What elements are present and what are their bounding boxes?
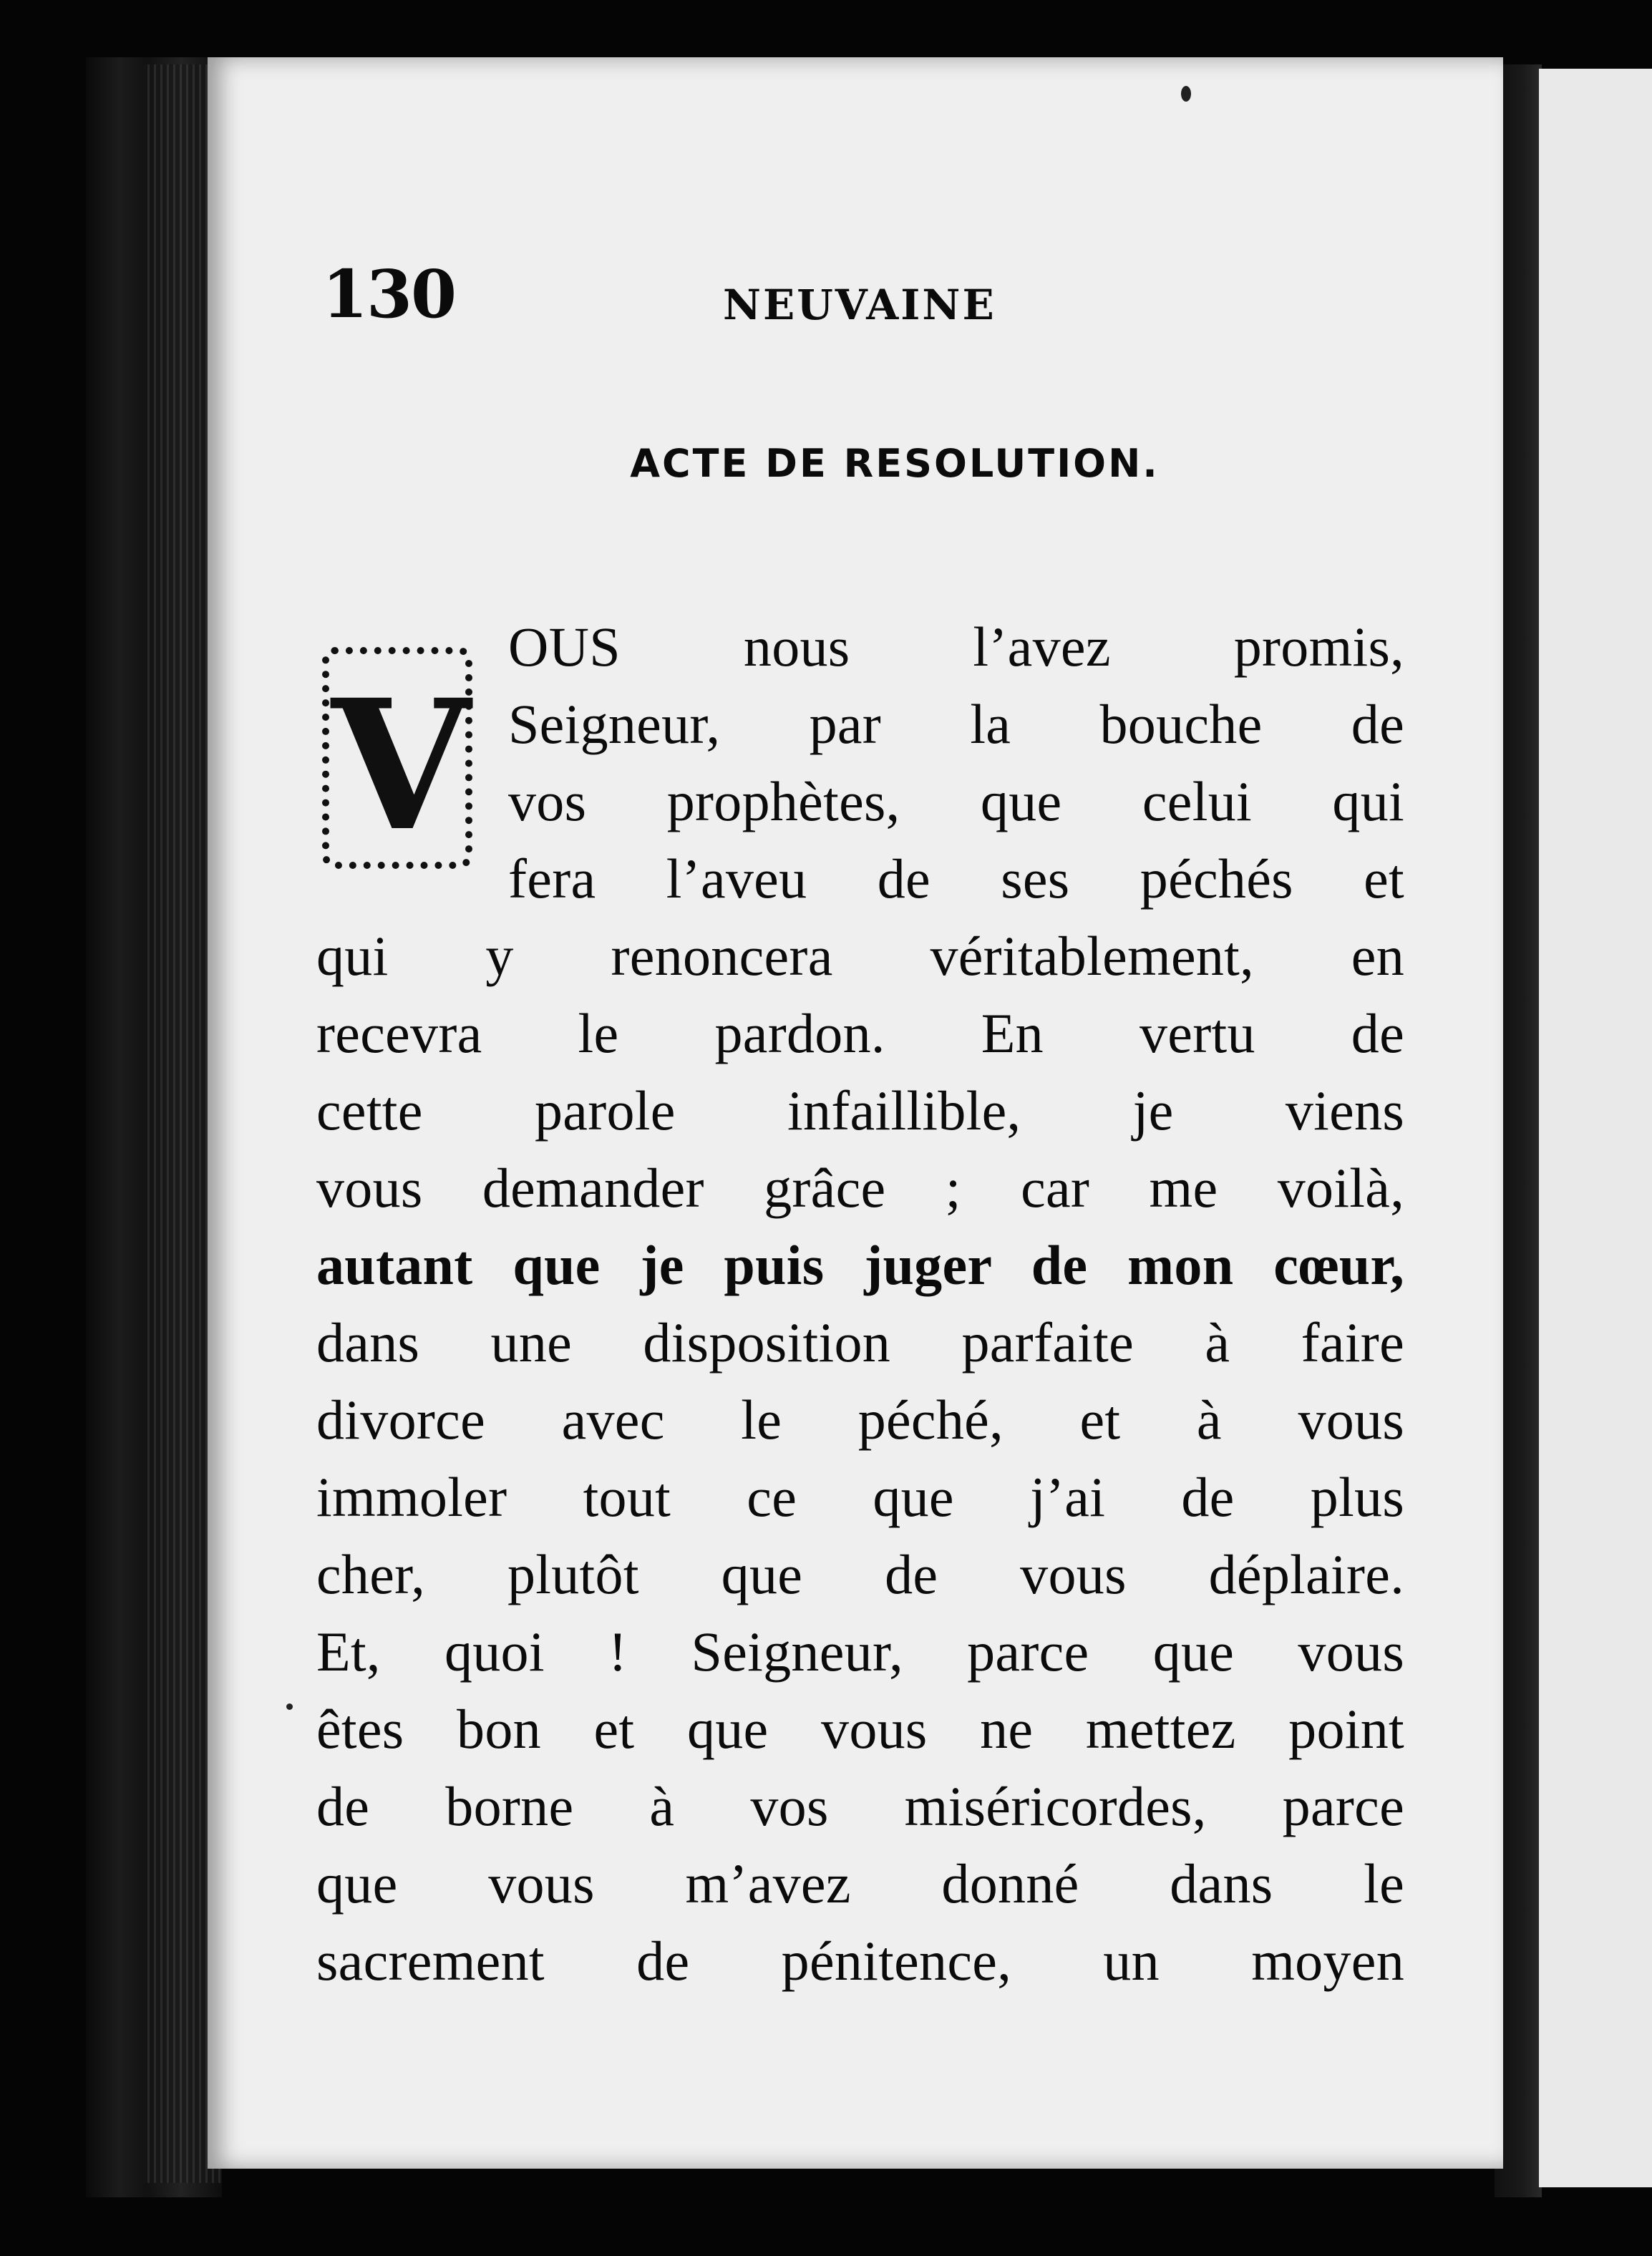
text-line: de borne à vos miséricordes, parce xyxy=(316,1775,1404,1837)
text-line: vos prophètes, que celui qui xyxy=(508,770,1404,832)
running-head xyxy=(208,198,1503,333)
text-line: qui y renoncera véritablement, en xyxy=(316,925,1404,987)
text-line: vous demander grâce ; car me voilà, xyxy=(316,1157,1404,1219)
drop-cap-lines xyxy=(508,608,1404,918)
adjacent-page-strip xyxy=(1539,69,1652,2187)
text-line: que vous m’avez donné dans le xyxy=(316,1852,1404,1915)
text-line: fera l’aveu de ses péchés et xyxy=(508,847,1404,910)
paragraph-lines xyxy=(316,918,1404,2000)
text-line: autant que je puis juger de mon cœur, xyxy=(316,1234,1404,1296)
ink-speck xyxy=(1181,86,1191,102)
text-line: dans une disposition parfaite à faire xyxy=(316,1311,1404,1373)
text-line: sacrement de pénitence, un moyen xyxy=(316,1930,1404,1992)
text-line: cette parole infaillible, je viens xyxy=(316,1079,1404,1142)
book-page xyxy=(208,57,1503,2169)
ink-speck xyxy=(286,1703,293,1710)
text-line: recevra le pardon. En vertu de xyxy=(316,1002,1404,1064)
text-line: Et, quoi ! Seigneur, parce que vous xyxy=(316,1620,1404,1683)
text-line: Seigneur, par la bouche de xyxy=(508,693,1404,755)
section-title: ACTE DE RESOLUTION. xyxy=(630,441,1160,486)
text-line: cher, plutôt que de vous déplaire. xyxy=(316,1543,1404,1605)
page-number: 130 xyxy=(322,256,456,333)
text-line: immoler tout ce que j’ai de plus xyxy=(316,1466,1404,1528)
drop-cap-letter: V xyxy=(331,660,470,870)
running-title: NEUVAINE xyxy=(723,281,996,329)
ornamental-drop-cap xyxy=(316,626,485,898)
text-line: OUS nous l’avez promis, xyxy=(508,616,1404,678)
text-line: êtes bon et que vous ne mettez point xyxy=(316,1698,1404,1760)
text-line: divorce avec le péché, et à vous xyxy=(316,1389,1404,1451)
